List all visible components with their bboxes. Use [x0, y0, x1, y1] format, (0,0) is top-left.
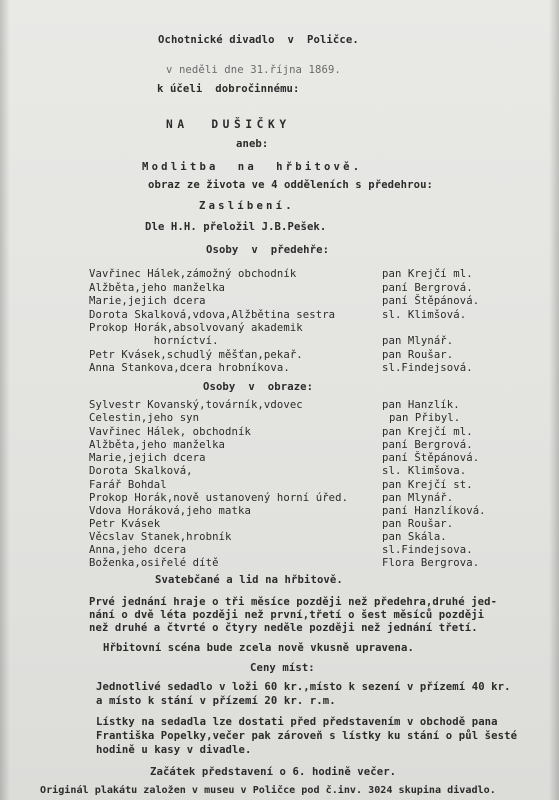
purpose-line: k účeli dobročinnému:: [157, 83, 300, 95]
cast-role: Alžběta,jeho manželka: [89, 439, 226, 451]
price-line: Jednotlivé sedadlo v loži 60 kr.,místo k sezení v přízemí 40 kr.: [96, 681, 511, 693]
cast-role: Petr Kvásek: [89, 518, 161, 530]
page-shadow-left: [0, 0, 10, 800]
cast-role: Petr Kvásek,schudlý měšťan,pekař.: [89, 349, 303, 361]
archive-footer: Originál plakátu založen v museu v Poličce pod č.inv. 3024 skupina divadlo.: [40, 785, 496, 796]
tickets-line: Františka Popelky,večer pak zároveň s lístky ku stání o půl šesté: [96, 730, 518, 742]
timing-line: než druhé a čtvrté o čtyry neděle později než jednání třetí.: [89, 622, 478, 634]
cast-actor: paní Hanzlíková.: [382, 505, 486, 517]
cast-actor: sl. Klimšova.: [382, 465, 467, 477]
timing-line: Prvé jednání hraje o tři měsíce později než předehra,druhé jed-: [89, 596, 498, 608]
cast-actor: pan Roušar.: [382, 349, 454, 361]
cast-role: Farář Bohdal: [89, 479, 167, 491]
cast-actor: pan Krejčí ml.: [382, 268, 473, 280]
cast-actor: sl.Findejsová.: [382, 362, 473, 374]
cast-role: Anna,jeho dcera: [89, 544, 187, 556]
start-time: Začátek představení o 6. hodině večer.: [150, 766, 397, 778]
play-title: NA DUŠIČKY: [166, 118, 291, 131]
tickets-line: hodině u kasy v divadle.: [96, 744, 252, 756]
cast-actor: sl. Klimšová.: [382, 309, 467, 321]
cast-actor: paní Štěpánová.: [382, 295, 480, 307]
play-description: obraz ze života ve 4 odděleních s předehrou:: [148, 179, 434, 191]
cast-actor: Flora Bergrova.: [382, 557, 480, 569]
cast-role: Prokop Horák,absolvovaný akademik: [89, 322, 303, 334]
cast-role: Marie,jejich dcera: [89, 452, 206, 464]
cast-role: Sylvestr Kovanský,továrník,vdovec: [89, 399, 303, 411]
cast-role: Vavřinec Hálek,zámožný obchodník: [89, 268, 297, 280]
cast-actor: paní Bergrová.: [382, 439, 473, 451]
timing-line: nání o dvě léta později než první,třetí o šest měsíců později: [89, 609, 485, 621]
page-shadow-right: [549, 0, 559, 800]
cast-actor: pan Skála.: [382, 531, 447, 543]
extras-line: Svatebčané a lid na hřbitově.: [155, 574, 343, 586]
cast-role: Dorota Skalková,: [89, 465, 193, 477]
cast-actor: pan Hanzlík.: [382, 399, 460, 411]
cast-role: Prokop Horák,nově ustanovený horní úřed.: [89, 492, 349, 504]
cast-actor: paní Bergrová.: [382, 282, 473, 294]
aneb-label: aneb:: [236, 138, 269, 150]
theatre-name: Ochotnické divadlo v Poličce.: [158, 34, 359, 46]
tickets-line: Lístky na sedadla lze dostati před představením v obchodě pana: [96, 716, 498, 728]
cast-role: Marie,jejich dcera: [89, 295, 206, 307]
prelude-cast-heading: Osoby v předehře:: [206, 244, 330, 256]
cast-role: Alžběta,jeho manželka: [89, 282, 226, 294]
cast-actor: paní Štěpánová.: [382, 452, 480, 464]
cast-role: Vdova Horáková,jeho matka: [89, 505, 251, 517]
prelude-title: Zaslíbení.: [199, 200, 295, 212]
cast-actor: pan Krejčí ml.: [382, 426, 473, 438]
play-cast-heading: Osoby v obraze:: [203, 381, 314, 393]
cast-role: horníctví.: [89, 335, 219, 347]
cast-role: Vavřinec Hálek, obchodník: [89, 426, 251, 438]
cast-role: Boženka,osiřelé dítě: [89, 557, 219, 569]
author-line: Dle H.H. přeložil J.B.Pešek.: [145, 221, 327, 233]
cast-actor: pan Mlynář.: [382, 492, 454, 504]
cast-actor: pan Roušar.: [382, 518, 454, 530]
scene-note: Hřbitovní scéna bude zcela nově vkusně upravena.: [103, 642, 414, 654]
play-subtitle: Modlitba na hřbitově.: [142, 161, 363, 173]
cast-role: Celestin,jeho syn: [89, 412, 200, 424]
cast-role: Anna Stankova,dcera hrobníkova.: [89, 362, 290, 374]
cast-actor: sl.Findejsova.: [382, 544, 473, 556]
cast-actor: pan Přibyl.: [389, 412, 461, 424]
cast-actor: pan Mlynář.: [382, 335, 454, 347]
price-line: a místo k stání v přízemí 20 kr. r.m.: [96, 695, 336, 707]
performance-date: v neděli dne 31.října 1869.: [166, 64, 341, 76]
cast-role: Věcslav Stanek,hrobník: [89, 531, 232, 543]
cast-actor: pan Krejčí st.: [382, 479, 473, 491]
prices-heading: Ceny míst:: [250, 662, 315, 674]
cast-role: Dorota Skalková,vdova,Alžbětina sestra: [89, 309, 336, 321]
